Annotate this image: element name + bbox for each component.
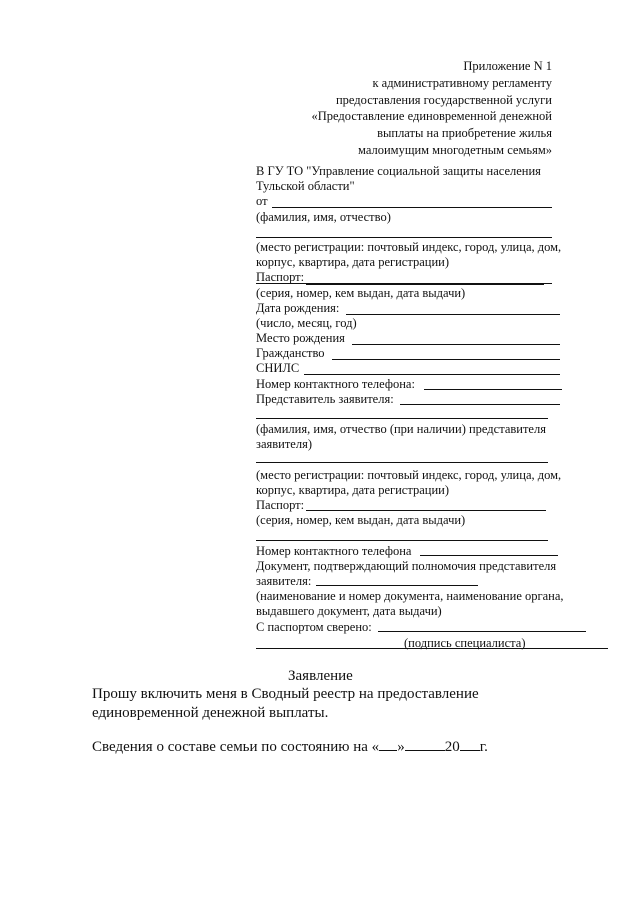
snils-field[interactable] (304, 374, 560, 375)
registration-caption: (место регистрации: почтовый индекс, город, улица, дом, (256, 239, 562, 254)
appendix-line: выплаты на приобретение жилья (377, 126, 552, 141)
fio-field[interactable] (256, 237, 552, 238)
authority-doc-caption: выдавшего документ, дата выдачи) (256, 604, 442, 619)
rep-fio-field[interactable] (256, 418, 548, 419)
rep-passport-label: Паспорт: (256, 498, 305, 513)
rep-phone-label: Номер контактного телефона (256, 543, 412, 558)
spacer-row (256, 529, 608, 544)
spacer-row (256, 453, 608, 468)
signature-divider (256, 648, 608, 649)
rep-passport-caption: (серия, номер, кем выдан, дата выдачи) (256, 513, 466, 528)
representative-label: Представитель заявителя: (256, 391, 394, 406)
birth-place-label: Место рождения (256, 331, 345, 346)
birth-date-label: Дата рождения: (256, 300, 340, 315)
specialist-signature-caption: (подпись специалиста) (404, 636, 526, 650)
appendix-line: предоставления государственной услуги (335, 92, 552, 107)
from-field[interactable] (272, 207, 552, 208)
appendix-line: к административному регламенту (372, 75, 552, 90)
month-field[interactable] (405, 738, 445, 751)
spacer-row (256, 407, 608, 422)
statement-title: Заявление (288, 668, 353, 684)
citizenship-field[interactable] (332, 359, 560, 360)
family-prefix: Сведения о составе семьи по состоянию на « (92, 739, 380, 755)
statement-text: Прошу включить меня в Сводный реестр на предоставление единовременной денежной выплаты. (92, 686, 479, 721)
appendix-header (240, 58, 552, 159)
appendix-line: малоимущим многодетным семьям» (358, 142, 552, 157)
rep-fio-caption: (фамилия, имя, отчество (при наличии) представителя (256, 422, 546, 437)
applicant-details-block (256, 164, 608, 635)
passport-checked-label: С паспортом сверено: (256, 619, 372, 634)
addressee-line: Тульской области" (256, 179, 355, 194)
from-label: от (256, 194, 268, 209)
representative-field[interactable] (400, 404, 560, 405)
phone-field[interactable] (424, 389, 562, 390)
addressee-line: В ГУ ТО "Управление социальной защиты населения (256, 164, 541, 178)
family-quote-close: » (397, 739, 405, 755)
passport-checked-field[interactable] (378, 631, 586, 632)
passport-label: Паспорт: (256, 270, 305, 285)
rep-registration-caption: корпус, квартира, дата регистрации) (256, 482, 449, 497)
snils-label: СНИЛС (256, 361, 300, 376)
appendix-line: «Предоставление единовременной денежной (311, 109, 552, 124)
rep-registration-caption: (место регистрации: почтовый индекс, город, улица, дом, (256, 467, 562, 482)
passport-field[interactable] (306, 284, 544, 285)
rep-passport-extra-field[interactable] (256, 540, 548, 541)
rep-phone-field[interactable] (420, 555, 558, 556)
family-suffix: г. (479, 739, 488, 755)
family-year-prefix: 20 (444, 739, 460, 755)
authority-doc-label: Документ, подтверждающий полномочия представителя (256, 558, 557, 573)
authority-doc-field[interactable] (316, 585, 478, 586)
family-composition-line (92, 738, 488, 756)
rep-fio-caption: заявителя) (256, 437, 312, 452)
birth-date-field[interactable] (346, 314, 560, 315)
authority-doc-caption: (наименование и номер документа, наименование органа, (256, 589, 564, 604)
year-field[interactable] (460, 738, 480, 751)
registration-caption: корпус, квартира, дата регистрации) (256, 255, 449, 270)
phone-label: Номер контактного телефона: (256, 376, 415, 391)
birth-date-caption: (число, месяц, год) (256, 315, 357, 330)
authority-doc-label: заявителя: (256, 574, 312, 589)
appendix-line: Приложение N 1 (463, 59, 552, 73)
day-field[interactable] (379, 738, 397, 751)
fio-caption: (фамилия, имя, отчество) (256, 209, 391, 224)
citizenship-label: Гражданство (256, 346, 325, 361)
passport-caption: (серия, номер, кем выдан, дата выдачи) (256, 285, 466, 300)
rep-registration-field[interactable] (256, 462, 548, 463)
rep-passport-field[interactable] (306, 510, 546, 511)
birth-place-field[interactable] (352, 344, 560, 345)
